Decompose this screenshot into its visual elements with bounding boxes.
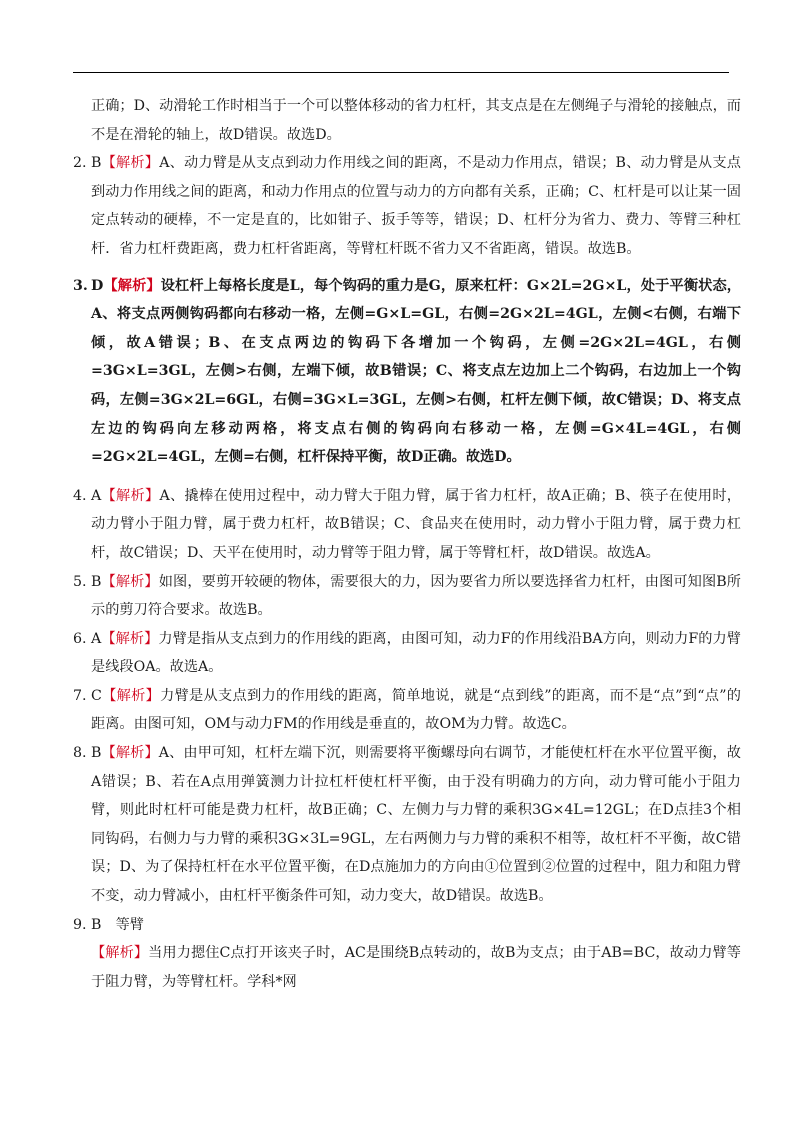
question-number: 8.: [73, 745, 87, 762]
explanation-text: 力臂是从支点到力的作用线的距离，简单地说，就是“点到线”的距离，而不是“点”到“点”的距离。由图可知，OM与动力FM的作用线是垂直的，故OM为力臂。故选C。: [91, 687, 741, 733]
answer-letter: A: [91, 630, 102, 647]
explanation-text: 如图，要剪开较硬的物体，需要很大的力，因为要省力所以要选择省力杠杆，由图可知图B所示的剪刀符合要求。故选B。: [91, 573, 741, 619]
explanation-text: A、撬棒在使用过程中，动力臂大于阻力臂，属于省力杠杆，故A正确；B、筷子在使用时，动力臂小于阻力臂，属于费力杠杆，故B错误；C、食品夹在使用时，动力臂小于阻力臂，属于费力杠杆，故C错误；D、天平在使用时，动力臂等于阻力臂，属于等臂杠杆，故D错误。故选A。: [91, 487, 741, 561]
question-8-explanation: [73, 739, 741, 911]
question-7-explanation: [73, 682, 741, 739]
analysis-tag: 【解析】: [101, 573, 159, 590]
question-9-answer: [73, 911, 741, 940]
question-number: 4.: [73, 487, 87, 504]
paragraph-text: 正确；D、动滑轮工作时相当于一个可以整体移动的省力杠杆，其支点是在左侧绳子与滑轮的接触点，而不是在滑轮的轴上，故D错误。故选D。: [91, 98, 741, 143]
answer-explanations: [73, 92, 741, 996]
question-4-explanation: [73, 482, 741, 568]
question-number: 5.: [73, 573, 87, 590]
explanation-text: A、动力臂是从支点到动力作用线之间的距离，不是动力作用点，错误；B、动力臂是从支点到动力作用线之间的距离，和动力作用点的位置与动力的方向都有关系，正确；C、杠杆是可以让某一固定点转动的硬棒，不一定是直的，比如钳子、扳手等等，错误；D、杠杆分为省力、费力、等臂三种杠杆．省力杠杆费距离，费力杠杆省距离，等臂杠杆既不省力又不省距离，错误。故选B。: [91, 155, 741, 257]
question-2-explanation: [73, 149, 741, 263]
answer-letter: B: [91, 573, 102, 590]
question-9-explanation: [73, 939, 741, 996]
explanation-text: 当用力摁住C点打开该夹子时，AC是围绕B点转动的，故B为支点；由于AB=BC，故动力臂等于阻力臂，为等臂杠杆。学科*网: [91, 945, 741, 990]
explanation-text: 力臂是指从支点到力的作用线的距离，由图可知，动力F的作用线沿BA方向，则动力F的力臂是线段OA。故选A。: [91, 630, 741, 676]
analysis-tag: 【解析】: [91, 945, 149, 962]
header-rule: [73, 72, 729, 73]
question-number: 2.: [73, 155, 87, 172]
question-number: 3.: [73, 277, 88, 294]
analysis-tag: 【解析】: [101, 487, 160, 504]
explanation-text: A、由甲可知，杠杆左端下沉，则需要将平衡螺母向右调节，才能使杠杆在水平位置平衡，故A错误；B、若在A点用弹簧测力计拉杠杆使杠杆平衡，由于没有明确力的方向，动力臂可能小于阻力臂，则此时杠杆可能是费力杠杆，故B正确；C、左侧力与力臂的乘积3G×4L=12GL；在D点挂3个相同钩码，右侧力与力臂的乘积3G×3L=9GL，左右两侧力与力臂的乘积不相等，故杠杆不平衡，故C错误；D、为了保持杠杆在水平位置平衡，在D点施加力的方向由①位置到②位置的过程中，阻力和阻力臂不变，动力臂减小，由杠杆平衡条件可知，动力变大，故D错误。故选B。: [91, 745, 741, 905]
answer-text: B 等臂: [91, 916, 144, 933]
answer-letter: B: [91, 745, 102, 762]
analysis-tag: 【解析】: [103, 277, 161, 294]
question-number: 9.: [73, 916, 87, 933]
answer-letter: C: [91, 687, 102, 704]
question-number: 6.: [73, 630, 87, 647]
question-3-explanation: [73, 272, 741, 472]
answer-letter: B: [91, 155, 102, 172]
explanation-text: 设杠杆上每格长度是L，每个钩码的重力是G，原来杠杆：G×2L=2G×L，处于平衡状态，A、将支点两侧钩码都向右移动一格，左侧=G×L=GL，右侧=2G×2L=4GL，左侧<右侧，右端下倾，故A错误；B、在支点两边的钩码下各增加一个钩码，左侧=2G×2L=4GL，右侧=3G×L=3GL，左侧>右侧，左端下倾，故B错误；C、将支点左边加上二个钩码，右边加上一个钩码，左侧=3G×2L=6GL，右侧=3G×L=3GL，左侧>右侧，杠杆左侧下倾，故C错误；D、将支点左边的钩码向左移动两格，将支点右侧的钩码向右移动一格，左侧=G×4L=4GL，右侧=2G×2L=4GL，左侧=右侧，杠杆保持平衡，故D正确。故选D。: [91, 277, 741, 466]
analysis-tag: 【解析】: [101, 745, 159, 762]
question-number: 7.: [73, 687, 87, 704]
analysis-tag: 【解析】: [101, 687, 161, 704]
question-5-explanation: [73, 568, 741, 625]
analysis-tag: 【解析】: [101, 630, 159, 647]
question-6-explanation: [73, 625, 741, 682]
continuation-paragraph: [73, 92, 741, 149]
analysis-tag: 【解析】: [101, 155, 160, 172]
answer-letter: A: [91, 487, 102, 504]
answer-letter: D: [91, 277, 104, 294]
